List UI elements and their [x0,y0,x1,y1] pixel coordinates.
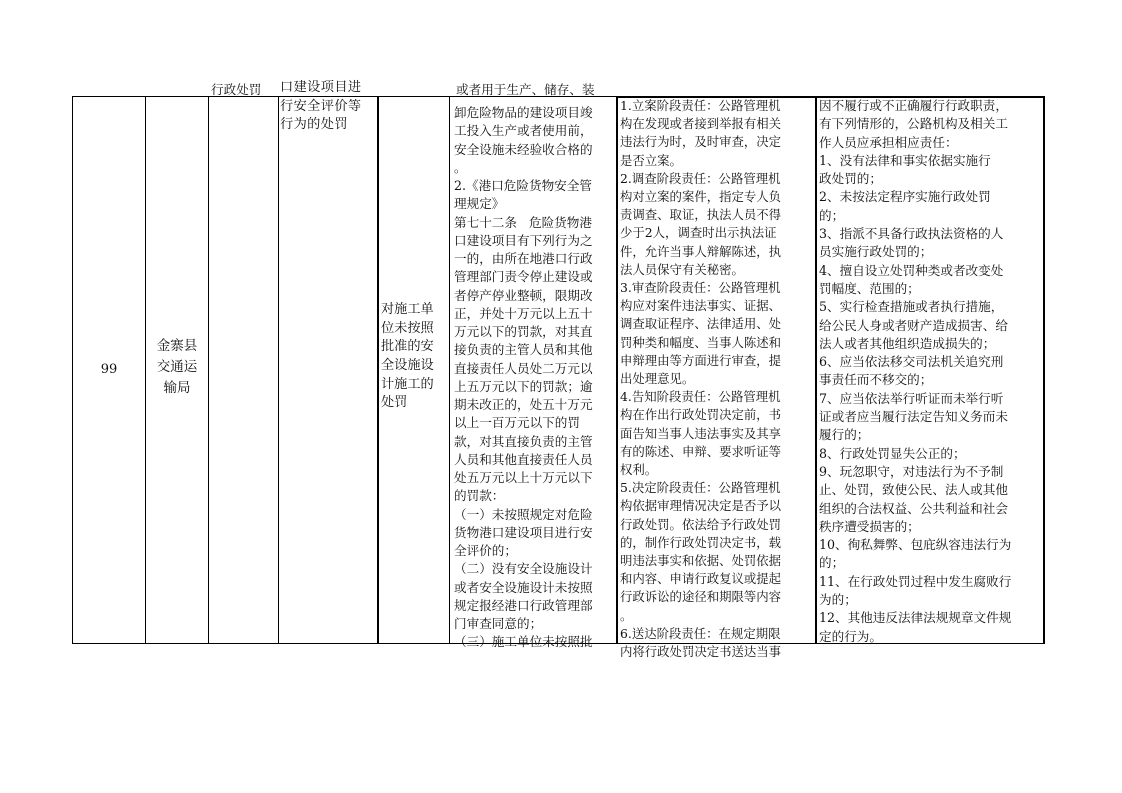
table-right-border [1043,96,1045,644]
row-number: 99 [100,361,118,377]
row-number-cell [73,97,145,643]
sub-item-name: 对施工单 位未按照 批准的安 全设施设 计施工的 处罚 [381,302,434,411]
legal-basis-text: 卸危险物品的建设项目竣 工投入生产或者使用前， 安全设施未经验收合格的 。 2.《港口危险货物安全管 理规定》 第七十二条 危险货物港 口建设项目有下列行为之 一的，由所在地港口行政 管理部门责令停止建设或 者停产停业整顿，限期改 正，并处十万元以上五十 万元以下的罚款，对其直 接负责的主管人员和其他 直接责任人员处二万元以 上五万元以下的罚款；逾 期未改正的，处五十万元 以上一百万元以下的罚 款，对其直接负责的主管 人员和其他直接责任人员 处五万元以上十万元以下 的罚款： （一）未按照规定对危险 货物港口建设项目进行安 全评价的； （二）没有安全设施设计 或者安全设施设计未按照 规定报经港口行政管理部 门审查同意的； （三）施工单位未按照批 [454,105,593,650]
department-cell [146,97,208,643]
column-divider [278,96,279,644]
category-overflow-label: 行政处罚 [211,82,262,97]
department-name: 金寨县 交通运 输局 [156,337,198,396]
basis-overflow-label: 或者用于生产、储存、装 [456,82,595,97]
item-name-cell [279,80,377,166]
column-divider [449,96,450,644]
sub-item-cell [379,97,449,643]
accountability-cell [817,97,1043,643]
responsibility-text: 1.立案阶段责任：公路管理机 构在发现或者接到举报有相关 违法行为时，及时审查，决定 是否立案。 2.调查阶段责任：公路管理机 构对立案的案件，指定专人负 责调查、取证，执法人员不得 少于2人，调查时出示执法证 件，允许当事人辩解陈述，执 法人员保守有关秘密。 3.审查阶段责任：公路管理机 构应对案件违法事实、证据、 调查取证程序、法律适用、处 罚种类和幅度、当事人陈述和 申辩理由等方面进行审查，提 出处理意见。 4.告知阶段责任：公路管理机 构在作出行政处罚决定前，书 面告知当事人违法事实及其享 有的陈述、申辩、要求听证等 权利。 5.决定阶段责任：公路管理机 构依据审理情况决定是否予以 行政处罚。依法给予行政处罚 的，制作行政处罚决定书，载 明违法事实和依据、处罚依据 和内容、申请行政复议或提起 行政诉讼的途径和期限等内容 。 6.送达阶段责任：在规定期限 内将行政处罚决定书送达当事 [620,98,782,660]
legal-basis-cell [451,104,616,650]
accountability-text: 因不履行或不正确履行行政职责， 有下列情形的，公路机构及相关工 作人员应承担相应责任： 1、没有法律和事实依据实施行 政处罚的； 2、未按法定程序实施行政处罚 的； 3、指派不具备行政执法资格的人 员实施行政处罚的； 4、擅自设立处罚种类或者改变处 罚幅度、范围的； 5、实行检查措施或者执行措施， 给公民人身或者财产造成损害、给 法人或者其他组织造成损失的； 6、应当依法移交司法机关追究刑 事责任而不移交的； 7、应当依法举行听证而未举行听 证或者应当履行法定告知义务而未 履行的； 8、行政处罚显失公正的； 9、玩忽职守，对违法行为不予制 止、处罚，致使公民、法人或其他 组织的合法权益、公共利益和社会 秩序遭受损害的； 10、徇私舞弊、包庇纵容违法行为 的； 11、在行政处罚过程中发生腐败行 为的； 12、其他违反法律法规规章文件规 定的行为。 [819,98,1012,644]
responsibility-cell [618,97,815,660]
column-divider [208,96,209,644]
item-name: 口建设项目进 行安全评价等 行为的处罚 [280,80,362,132]
